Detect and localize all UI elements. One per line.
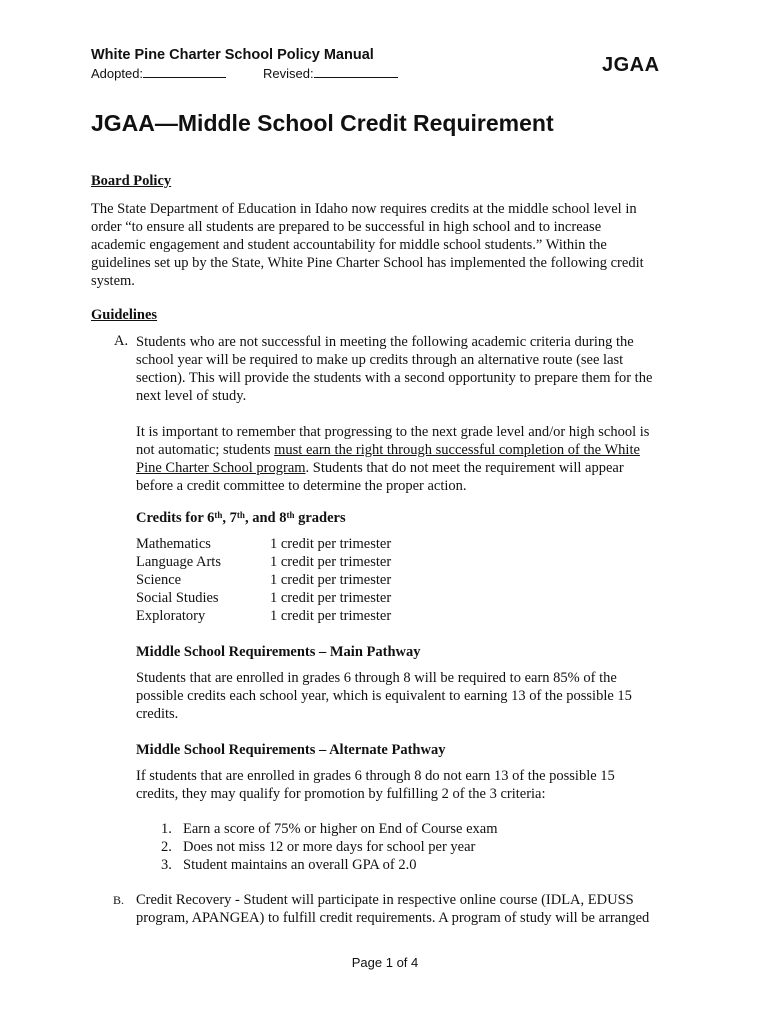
criteria-item [161,857,416,874]
criteria-number: 3. [161,857,172,873]
text-line: credits, they may qualify for promotion by fulfilling 2 of the 3 criteria: [136,786,546,802]
subject-name: Social Studies [136,590,219,606]
guidelines-heading: Guidelines [91,307,158,323]
subject-name: Science [136,572,182,588]
manual-title: White Pine Charter School Policy Manual [91,47,374,63]
credit-row [136,554,392,571]
text-line [136,441,649,459]
subject-name: Exploratory [136,608,206,624]
criteria-text: Earn a score of 75% or higher on End of Course exam [183,821,498,837]
credit-value: 1 credit per trimester [270,572,392,588]
criteria-number: 2. [161,839,172,855]
alternate-pathway-heading: Middle School Requirements – Alternate Pathway [136,742,446,758]
revised-field [263,66,398,81]
credit-row [136,590,392,607]
text-line: credits. [136,706,179,722]
criteria-text: Does not miss 12 or more days for school per year [183,839,476,855]
underlined-text: Pine Charter School program [136,460,306,476]
adopted-label: Adopted: [91,66,144,81]
text-line: If students that are enrolled in grades 6 through 8 do not earn 13 of the possible 15 [136,768,615,784]
item-a-marker: A. [114,333,129,349]
page-title: JGAA—Middle School Credit Requirement [91,110,554,136]
text-line: school year will be required to make up credits through an alternative route (see last [136,352,624,368]
revised-blank [314,66,398,78]
text-line: before a credit committee to determine the proper action. [136,478,467,494]
text-line: The State Department of Education in Idaho now requires credits at the middle school level in [91,201,637,217]
underlined-text: must earn the right through successful completion of the White [274,442,640,458]
revised-label: Revised: [263,66,314,81]
credit-value: 1 credit per trimester [270,554,392,570]
text-line: order “to ensure all students are prepared to be successful in high school and to increase [91,219,602,235]
item-b-paragraph [136,891,649,927]
credits-heading: Credits for 6th, 7th, and 8th graders [136,510,346,526]
ordinal-suffix: th [214,510,223,520]
board-policy-paragraph [91,200,644,290]
text-line: Students who are not successful in meeting the following academic criteria during the [136,334,634,350]
credit-row [136,608,392,625]
text-line: next level of study. [136,388,247,404]
text-span: . Students that do not meet the requirement will appear [305,460,624,476]
ordinal-suffix: th [236,510,245,520]
credit-row [136,572,392,589]
adopted-field [91,66,226,81]
text-line: program, APANGEA) to fulfill credit requirements. A program of study will be arranged [136,910,650,926]
credit-value: 1 credit per trimester [270,536,392,552]
credit-value: 1 credit per trimester [270,590,392,606]
credit-value: 1 credit per trimester [270,608,392,624]
criteria-item [161,839,475,856]
policy-code: JGAA [602,54,660,76]
text-line: system. [91,273,135,289]
text-line: It is important to remember that progressing to the next grade level and/or high school is [136,424,650,440]
board-policy-heading: Board Policy [91,173,172,189]
subject-name: Mathematics [136,536,211,552]
main-pathway-heading: Middle School Requirements – Main Pathway [136,644,421,660]
text-line: section). This will provide the students with a second opportunity to prepare them for the [136,370,653,386]
text-line: academic engagement and student accountability for middle school students.” Within the [91,237,607,253]
alternate-pathway-paragraph [136,767,615,803]
subject-name: Language Arts [136,554,221,570]
criteria-number: 1. [161,821,172,837]
text-line: Credit Recovery - Student will participate in respective online course (IDLA, EDUSS [136,892,634,908]
importance-paragraph [136,423,649,495]
text-line: guidelines set up by the State, White Pine Charter School has implemented the following credit [91,255,644,271]
text-line: Students that are enrolled in grades 6 through 8 will be required to earn 85% of the [136,670,617,686]
ordinal-suffix: th [286,510,295,520]
main-pathway-paragraph [136,669,632,723]
credit-row [136,536,392,553]
adopted-blank [143,66,226,78]
criteria-item [161,821,497,838]
item-a-paragraph [136,333,652,405]
criteria-text: Student maintains an overall GPA of 2.0 [183,857,417,873]
text-span: not automatic; students [136,442,275,458]
item-b-marker: B. [113,893,125,907]
page-number: Page 1 of 4 [351,955,419,970]
text-line: possible credits each school year, which is equivalent to earning 13 of the possible 15 [136,688,632,704]
text-line [136,459,649,477]
